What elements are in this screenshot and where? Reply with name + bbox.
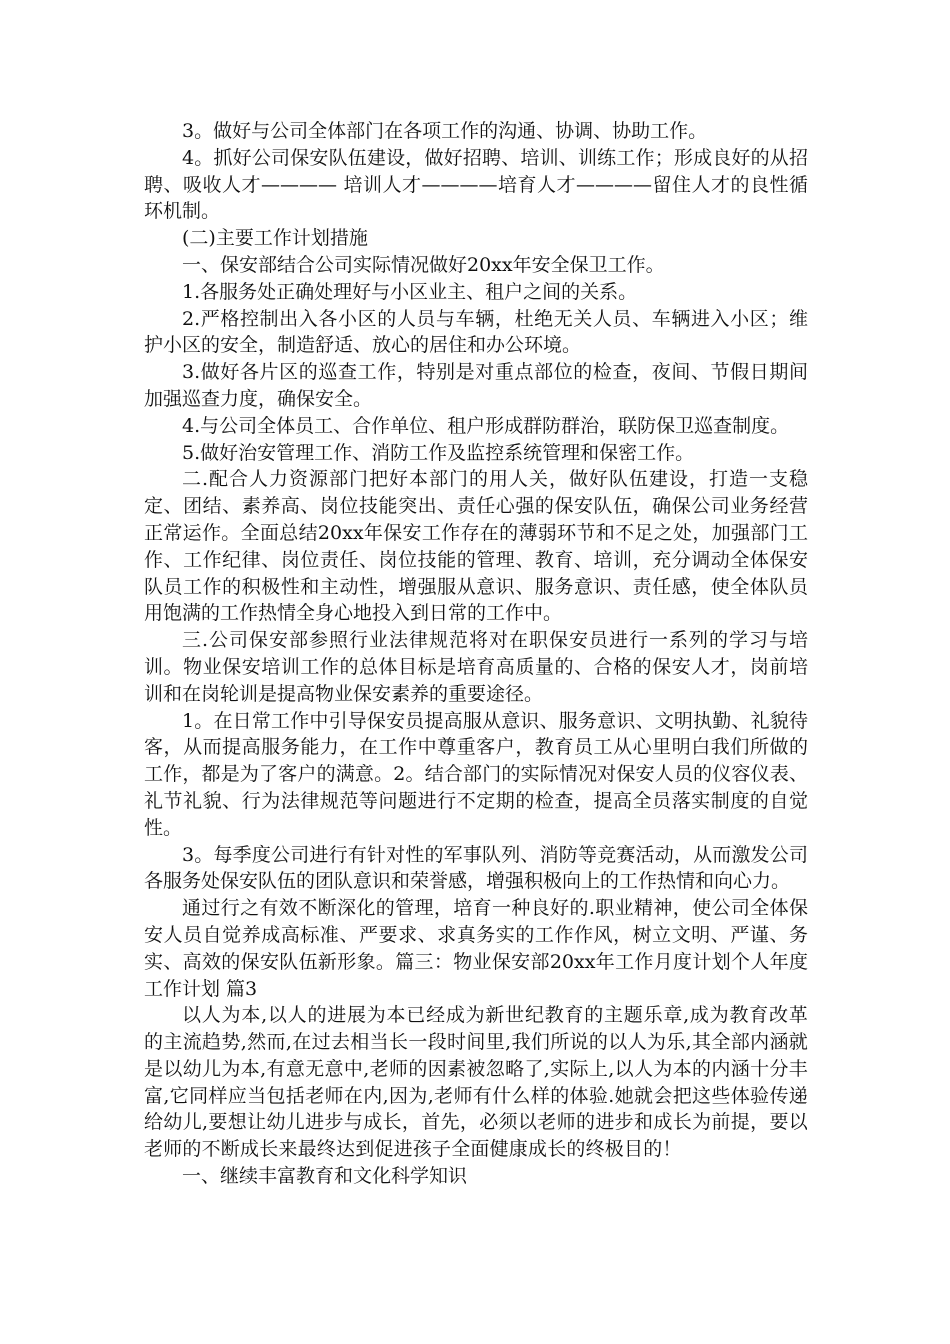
paragraph-management-spirit: 通过行之有效不断深化的管理，培育一种良好的.职业精神，使公司全体保安人员自觉养成高标准、严要求、求真务实的工作作风，树立文明、严谨、务实、高效的保安队伍新形象。篇三：物业保安部20xx年工作月度计划个人年度工作计划 篇3 bbox=[144, 897, 808, 1000]
paragraph-access-control: 2.严格控制出入各小区的人员与车辆，杜绝无关人员、车辆进入小区；维护小区的安全，制造舒适、放心的居住和办公环境。 bbox=[144, 307, 808, 357]
paragraph-owner-relations: 1.各服务处正确处理好与小区业主、租户之间的关系。 bbox=[182, 280, 638, 303]
paragraph-people-oriented: 以人为本,以人的进展为本已经成为新世纪教育的主题乐章,成为教育改革的主流趋势,然而,在过去相当长一段时间里,我们所说的以人为乐,其全部内涵就是以幼儿为本,有意无意中,老师的因素被忽略了,实际上,以人为本的内涵十分丰富,它同样应当包括老师在内,因为,老师有什么样的体验.她就会把这些体验传递给幼儿,要想让幼儿进步与成长，首先，必须以老师的进步和成长为前提，要以老师的不断成长来最终达到促进孩子全面健康成长的终极目的！ bbox=[144, 1004, 808, 1161]
paragraph-security-work: 一、保安部结合公司实际情况做好20xx年安全保卫工作。 bbox=[182, 253, 665, 276]
paragraph-team-building: 4。抓好公司保安队伍建设，做好招聘、培训、训练工作；形成良好的从招聘、吸收人才———— 培训人才————培育人才————留住人才的良性循环机制。 bbox=[144, 146, 808, 223]
paragraph-training-plan: 三.公司保安部参照行业法律规范将对在职保安员进行一系列的学习与培训。物业保安培训工作的总体目标是培育高质量的、合格的保安人才，岗前培训和在岗轮训是提高物业保安素养的重要途径。 bbox=[144, 629, 808, 705]
section-heading-enrich-knowledge: 一、继续丰富教育和文化科学知识 bbox=[182, 1165, 468, 1188]
paragraph-hr-cooperation: 二.配合人力资源部门把好本部门的用人关，做好队伍建设，打造一支稳定、团结、素养高、岗位技能突出、责任心强的保安队伍，确保公司业务经营正常运作。全面总结20xx年保安工作存在的薄弱环节和不足之处，加强部门工作、工作纪律、岗位责任、岗位技能的管理、教育、培训，充分调动全体保安队员工作的积极性和主动性，增强服从意识、服务意识、责任感，使全体队员用饱满的工作热情全身心地投入到日常的工作中。 bbox=[144, 468, 808, 625]
paragraph-quarterly-activities: 3。每季度公司进行有针对性的军事队列、消防等竞赛活动，从而激发公司各服务处保安队伍的团队意识和荣誉感，增强积极向上的工作热情和向心力。 bbox=[144, 843, 808, 893]
paragraph-dept-coordination: 3。做好与公司全体部门在各项工作的沟通、协调、协助工作。 bbox=[182, 120, 708, 142]
paragraph-joint-defense: 4.与公司全体员工、合作单位、租户形成群防群治，联防保卫巡查制度。 bbox=[182, 414, 790, 437]
paragraph-patrol-work: 3.做好各片区的巡查工作，特别是对重点部位的检查，夜间、节假日期间加强巡查力度，确保安全。 bbox=[144, 361, 808, 410]
section-heading-main-measures: (二)主要工作计划措施 bbox=[182, 227, 368, 250]
paragraph-public-security: 5.做好治安管理工作、消防工作及监控系统管理和保密工作。 bbox=[182, 441, 695, 464]
paragraph-daily-guidance: 1。在日常工作中引导保安员提高服从意识、服务意识、文明执勤、礼貌待客，从而提高服务能力，在工作中尊重客户，教育员工从心里明白我们所做的工作，都是为了客户的满意。2。结合部门的实际情况对保安人员的仪容仪表、礼节礼貌、行为法律规范等问题进行不定期的检查，提高全员落实制度的自觉性。 bbox=[144, 709, 808, 839]
document-body bbox=[144, 118, 808, 1190]
